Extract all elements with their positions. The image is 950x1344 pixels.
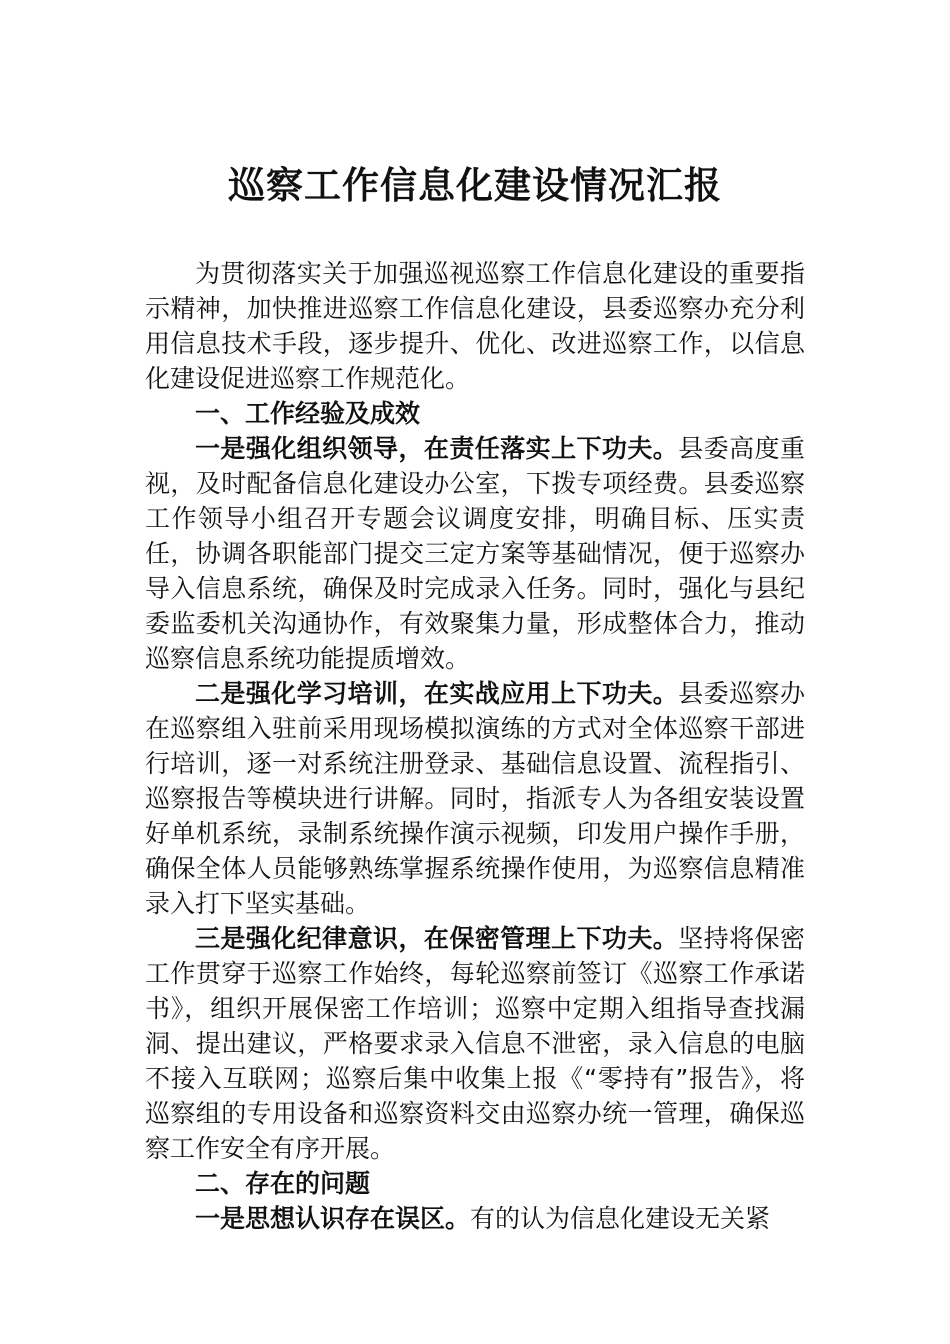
item-text: 坚持将保密工作贯穿于巡察工作始终，每轮巡察前签订《巡察工作承诺书》，组织开展保密工作培训；巡察中定期入组指导查找漏洞、提出建议，严格要求录入信息不泄密，录入信息的电脑不接入互联网；巡察后集中收集上报《“零持有”报告》，将巡察组的专用设备和巡察资料交由巡察办统一管理，确保巡察工作安全有序开展。 bbox=[145, 924, 805, 1163]
document-title: 巡察工作信息化建设情况汇报 bbox=[228, 163, 722, 207]
section1-item-1 bbox=[145, 431, 805, 676]
section-heading-1: 一、工作经验及成效 bbox=[195, 399, 421, 428]
item-lead: 一是思想认识存在误区。 bbox=[195, 1204, 471, 1233]
section2-item-1 bbox=[145, 1201, 805, 1236]
section1-item-3 bbox=[145, 921, 805, 1166]
item-lead: 三是强化纪律意识，在保密管理上下功夫。 bbox=[195, 924, 679, 953]
item-lead: 二是强化学习培训，在实战应用上下功夫。 bbox=[195, 679, 679, 708]
section1-item-2 bbox=[145, 676, 805, 921]
section-heading-2: 二、存在的问题 bbox=[195, 1169, 371, 1198]
document-body bbox=[145, 256, 805, 1236]
item-text: 有的认为信息化建设无关紧 bbox=[470, 1204, 771, 1233]
item-lead: 一是强化组织领导，在责任落实上下功夫。 bbox=[195, 434, 679, 463]
item-text: 县委高度重视，及时配备信息化建设办公室，下拨专项经费。县委巡察工作领导小组召开专题会议调度安排，明确目标、压实责任，协调各职能部门提交三定方案等基础情况，便于巡察办导入信息系统，确保及时完成录入任务。同时，强化与县纪委监委机关沟通协作，有效聚集力量，形成整体合力，推动巡察信息系统功能提质增效。 bbox=[145, 434, 805, 673]
intro-paragraph: 为贯彻落实关于加强巡视巡察工作信息化建设的重要指示精神，加快推进巡察工作信息化建设，县委巡察办充分利用信息技术手段，逐步提升、优化、改进巡察工作，以信息化建设促进巡察工作规范化。 bbox=[145, 259, 805, 393]
item-text: 县委巡察办在巡察组入驻前采用现场模拟演练的方式对全体巡察干部进行培训，逐一对系统注册登录、基础信息设置、流程指引、巡察报告等模块进行讲解。同时，指派专人为各组安装设置好单机系统，录制系统操作演示视频，印发用户操作手册，确保全体人员能够熟练掌握系统操作使用，为巡察信息精准录入打下坚实基础。 bbox=[145, 679, 805, 918]
